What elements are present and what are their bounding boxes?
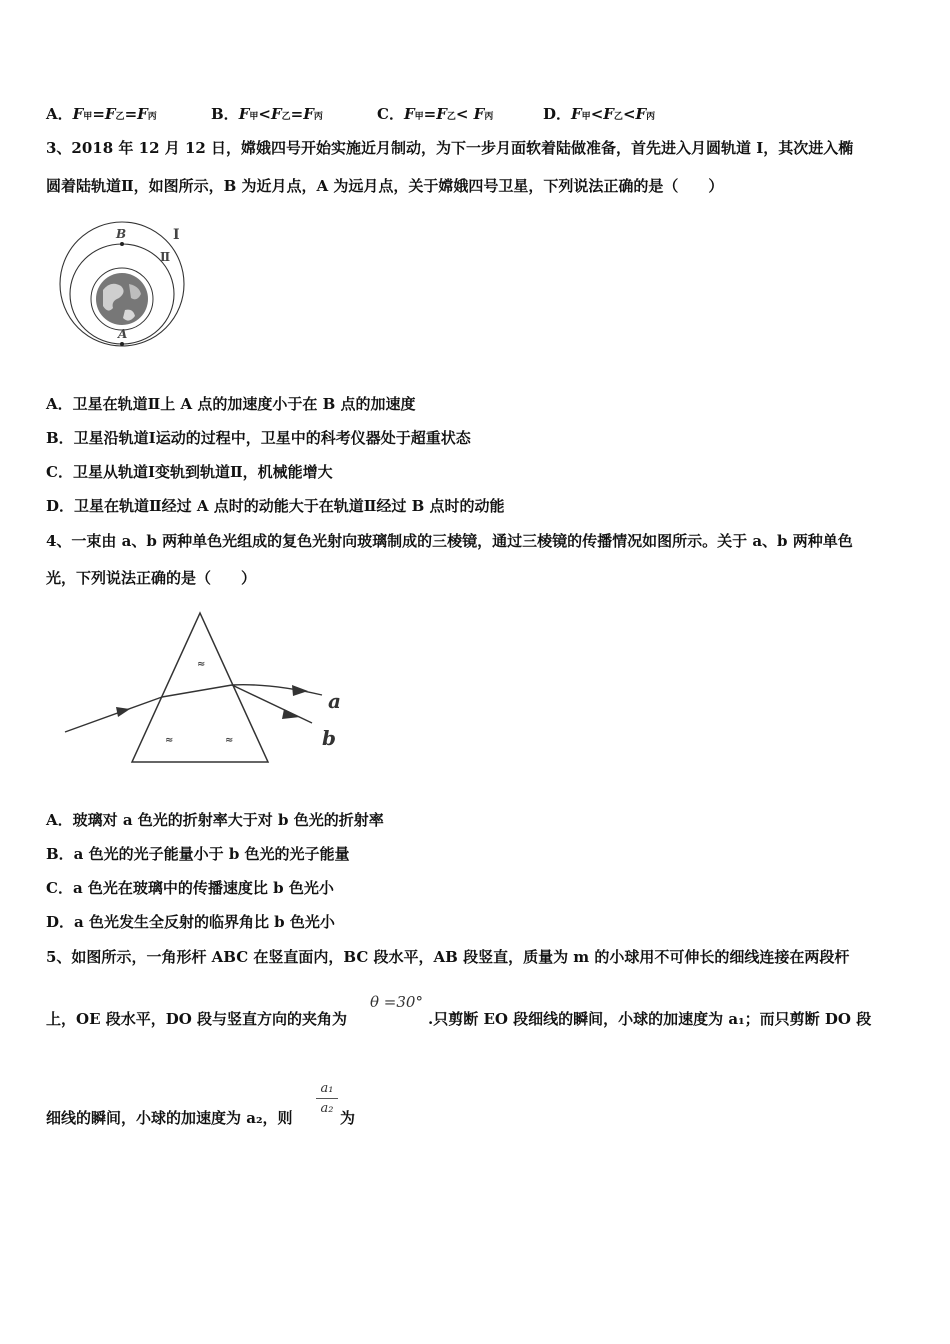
incident-arrow (116, 707, 130, 717)
q3-option-b: B．卫星沿轨道Ⅰ运动的过程中，卫星中的科考仪器处于超重状态 (46, 429, 471, 447)
q5-stem-line2a: 上，OE 段水平，DO 段与竖直方向的夹角为 (46, 1010, 348, 1028)
q2-option-d: D．F甲<F乙<F丙 (543, 105, 656, 123)
label-orbit-1: Ⅰ (173, 227, 180, 243)
prism-diagram (60, 605, 360, 770)
prism (132, 613, 268, 762)
q3-stem-line2: 圆着陆轨道Ⅱ，如图所示，B 为近月点，A 为远月点，关于嫦娥四号卫星，下列说法正确的是（ ） (46, 177, 724, 195)
q4-stem-line2: 光，下列说法正确的是（ ） (46, 569, 257, 587)
q4-option-b: B．a 色光的光子能量小于 b 色光的光子能量 (46, 845, 350, 863)
glass-mark-1: ≈ (197, 659, 206, 670)
q5-stem-line2b: .只剪断 EO 段细线的瞬间，小球的加速度为 a₁；而只剪断 DO 段 (428, 1010, 872, 1028)
point-a (120, 342, 124, 346)
q4-option-d: D．a 色光发生全反射的临界角比 b 色光小 (46, 913, 335, 931)
q3-option-a: A．卫星在轨道Ⅱ上 A 点的加速度小于在 B 点的加速度 (46, 395, 416, 413)
point-b (120, 242, 124, 246)
q5-stem-line3b: 为 (340, 1109, 356, 1127)
q4-option-c: C．a 色光在玻璃中的传播速度比 b 色光小 (46, 879, 334, 897)
q3-option-c: C．卫星从轨道Ⅰ变轨到轨道Ⅱ，机械能增大 (46, 463, 333, 481)
q3-option-d: D．卫星在轨道Ⅱ经过 A 点时的动能大于在轨道Ⅱ经过 B 点时的动能 (46, 497, 505, 515)
q5-stem-line1: 5、如图所示，一角形杆 ABC 在竖直面内，BC 段水平，AB 段竖直，质量为 m 的小球用不可伸长的细线连接在两段杆 (46, 948, 850, 966)
q2-option-a: A．F甲=F乙=F丙 (46, 105, 157, 123)
glass-mark-2: ≈ (165, 735, 174, 746)
fraction (316, 1081, 338, 1116)
q3-stem-line1: 3、2018 年 12 月 12 日，嫦娥四号开始实施近月制动，为下一步月面软着陆做准备，首先进入月圆轨道 Ⅰ，其次进入椭 (46, 139, 854, 157)
q4-option-a: A．玻璃对 a 色光的折射率大于对 b 色光的折射率 (46, 811, 384, 829)
q5-stem-line3a: 细线的瞬间，小球的加速度为 a₂，则 (46, 1109, 293, 1127)
label-a: a (328, 689, 341, 713)
q2-option-b: B．F甲<F乙=F丙 (211, 105, 323, 123)
fraction-denominator: a₂ (316, 1098, 338, 1116)
label-a: A (118, 327, 128, 341)
q4-stem-line1: 4、一束由 a、b 两种单色光组成的复色光射向玻璃制成的三棱镜，通过三棱镜的传播情况如图所示。关于 a、b 两种单色 (46, 532, 853, 550)
glass-mark-3: ≈ (225, 735, 234, 746)
theta-formula: θ =30° (370, 993, 423, 1011)
orbit-diagram (55, 218, 195, 353)
ray-in-glass (162, 685, 232, 697)
label-orbit-2: Ⅱ (160, 250, 171, 264)
ray-b-arrow (282, 709, 300, 719)
ray-a-arrow (292, 685, 308, 696)
fraction-numerator: a₁ (320, 1081, 334, 1096)
q2-option-c: C．F甲=F乙< F丙 (377, 105, 494, 123)
label-b: B (116, 227, 127, 241)
label-b: b (322, 726, 336, 750)
ray-a (232, 685, 322, 695)
